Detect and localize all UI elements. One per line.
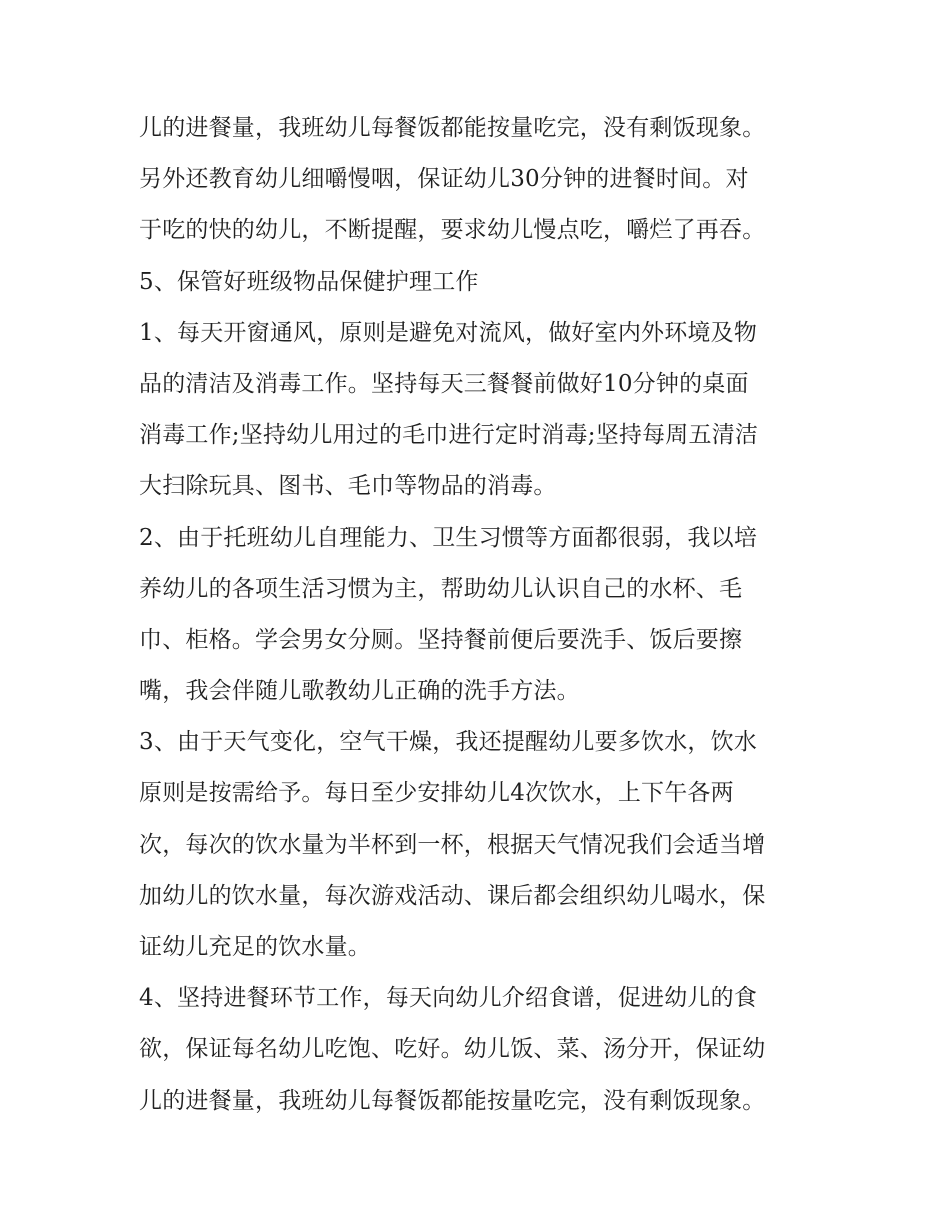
text-line-20: 儿的进餐量，我班幼儿每餐饭都能按量吃完，没有剩饭现象。 bbox=[139, 1087, 766, 1114]
text-line-19: 欲，保证每名幼儿吃饱、吃好。幼儿饭、菜、汤分开，保证幼 bbox=[139, 1036, 766, 1063]
text-line-9: 2、由于托班幼儿自理能力、卫生习惯等方面都很弱，我以培 bbox=[139, 524, 758, 551]
text-line-6: 品的清洁及消毒工作。坚持每天三餐餐前做好10分钟的桌面 bbox=[139, 370, 749, 397]
text-line-12: 嘴，我会伴随儿歌教幼儿正确的洗手方法。 bbox=[139, 678, 580, 705]
text-line-2: 另外还教育幼儿细嚼慢咽，保证幼儿30分钟的进餐时间。对 bbox=[139, 166, 749, 193]
text-line-17: 证幼儿充足的饮水量。 bbox=[139, 934, 371, 960]
text-line-16: 加幼儿的饮水量，每次游戏活动、课后都会组织幼儿喝水，保 bbox=[139, 882, 766, 909]
text-line-7: 消毒工作;坚持幼儿用过的毛巾进行定时消毒;坚持每周五清洁 bbox=[139, 422, 759, 449]
section-heading-5: 5、保管好班级物品保健护理工作 bbox=[139, 268, 479, 295]
text-line-18: 4、坚持进餐环节工作，每天向幼儿介绍食谱，促进幼儿的食 bbox=[139, 985, 758, 1012]
text-line-15: 次，每次的饮水量为半杯到一杯，根据天气情况我们会适当增 bbox=[139, 831, 766, 858]
text-line-8: 大扫除玩具、图书、毛巾等物品的消毒。 bbox=[139, 473, 557, 500]
text-line-3: 于吃的快的幼儿，不断提醒，要求幼儿慢点吃，嚼烂了再吞。 bbox=[139, 217, 766, 244]
document-body bbox=[139, 103, 829, 1127]
text-line-14: 原则是按需给予。每日至少安排幼儿4次饮水，上下午各两 bbox=[139, 780, 734, 807]
text-line-11: 巾、柜格。学会男女分厕。坚持餐前便后要洗手、饭后要擦 bbox=[139, 626, 743, 653]
text-line-5: 1、每天开窗通风，原则是避免对流风，做好室内外环境及物 bbox=[139, 319, 758, 346]
text-line-13: 3、由于天气变化，空气干燥，我还提醒幼儿要多饮水，饮水 bbox=[139, 729, 758, 756]
text-line-1: 儿的进餐量，我班幼儿每餐饭都能按量吃完，没有剩饭现象。 bbox=[139, 115, 766, 141]
text-line-10: 养幼儿的各项生活习惯为主，帮助幼儿认识自己的水杯、毛 bbox=[139, 575, 743, 602]
